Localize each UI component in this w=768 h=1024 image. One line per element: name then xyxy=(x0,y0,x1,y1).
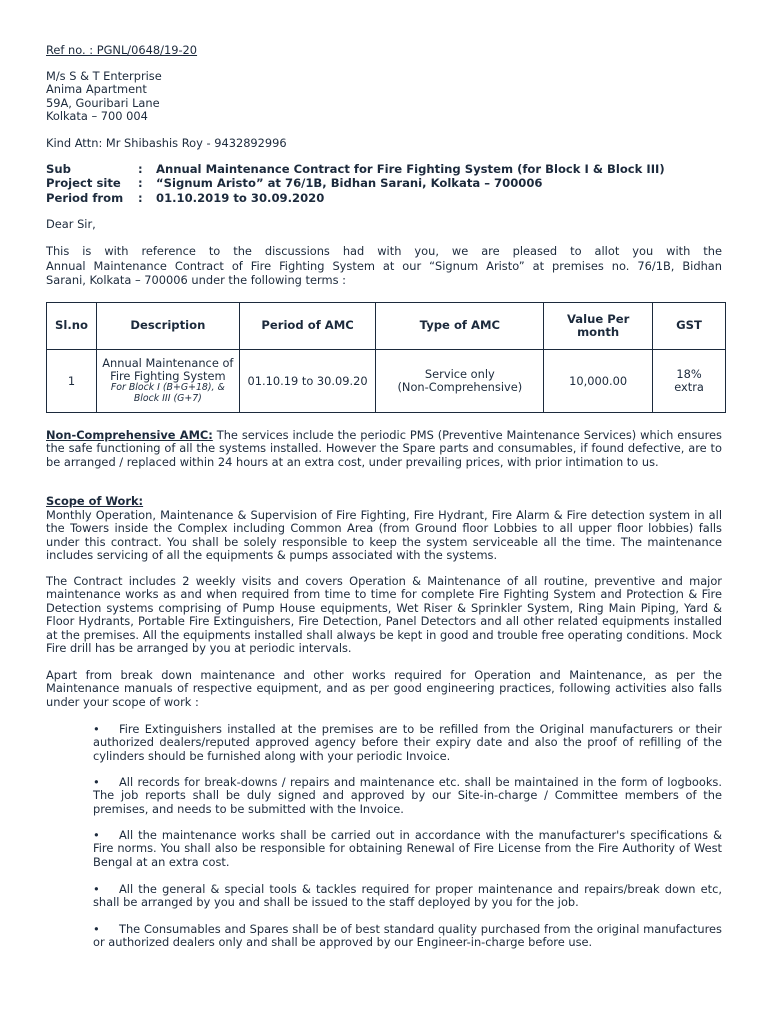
scope-paragraph-3: Apart from break down maintenance and other works required for Operation and Maintenance, as per the Maintenance manuals of respective equipment, and as per good engineering practices, following activities also falls under your scope of work : xyxy=(46,668,722,709)
scope-paragraph-2: The Contract includes 2 weekly visits and covers Operation & Maintenance of all routine, preventive and major maintenance works as and when required from time to time for complete Fire Fighting System and Protection & Fire Detection systems comprising of Pump House equipments, Wet Riser & Sprinkler System, Ring Main Piping, Yard & Floor Hydrants, Portable Fire Extinguishers, Fire Detection, Panel Detectors and all other related equipments installed at the premises. All the equipments installed shall always be kept in good and trouble free operating conditions. Mock Fire drill has be arranged by you at periodic intervals. xyxy=(46,574,722,656)
cell-gst xyxy=(653,350,726,413)
cell-value: 10,000.00 xyxy=(544,350,653,413)
bullet-text: The Consumables and Spares shall be of best standard quality purchased from the original manufactures or authorized dealers only and shall be approved by our Engineer-in-charge before use. xyxy=(93,922,722,950)
description-main: Annual Maintenance of Fire Fighting System xyxy=(102,356,234,384)
subject-value: Annual Maintenance Contract for Fire Fighting System (for Block I & Block III) xyxy=(156,162,665,176)
period-row xyxy=(46,191,722,205)
table-header-row xyxy=(47,303,726,350)
header-period: Period of AMC xyxy=(239,303,376,350)
header-value: Value Per month xyxy=(544,303,653,350)
list-item xyxy=(93,923,722,950)
address-line: M/s S & T Enterprise xyxy=(46,69,162,83)
bullet-text: Fire Extinguishers installed at the premises are to be refilled from the Original manufacturers or their authorized dealers/reputed approved agency before their expiry date and also the proof of refilling of the cylinders should be furnished along with your periodic Invoice. xyxy=(93,722,722,763)
list-item xyxy=(93,776,722,816)
project-site-key: Project site xyxy=(46,176,121,191)
intro-line: This is with reference to the discussions had with you, we are pleased to allot you with the xyxy=(46,244,722,258)
cell-description xyxy=(96,350,239,413)
intro-paragraph xyxy=(46,244,722,288)
scope-heading: Scope of Work: xyxy=(46,494,144,508)
description-blocks: For Block I (B+G+18), & Block III (G+7) xyxy=(110,382,225,404)
cell-type xyxy=(376,350,544,413)
cell-slno: 1 xyxy=(47,350,97,413)
noncomp-text: The services include the periodic PMS (Preventive Maintenance Services) which ensures the safe functioning of all the systems installed. However the Spare parts and consumables, if found defective, are to be arranged / replaced within 24 hours at an extra cost, under prevailing prices, with prior intimation to us. xyxy=(46,428,722,469)
scope-paragraph-1: Monthly Operation, Maintenance & Supervision of Fire Fighting, Fire Hydrant, Fire Alarm & Fire detection system in all the Towers inside the Complex including Common Area (from Ground floor Lobbies to all upper floor lobbies) falls under this contract. You shall be solely responsible to keep the system serviceable all the time. The maintenance includes servicing of all the equipments & pumps associated with the systems. xyxy=(46,508,722,563)
recipient-address xyxy=(46,70,722,124)
address-line: Kolkata – 700 004 xyxy=(46,109,148,124)
project-site-colon: : xyxy=(138,176,143,191)
noncomp-heading: Non-Comprehensive AMC: xyxy=(46,428,213,442)
list-item xyxy=(93,883,722,910)
bullet-text: All the maintenance works shall be carried out in accordance with the manufacturer's specifications & Fire norms. You shall also be responsible for obtaining Renewal of Fire License from the Fire Authority of West Bengal at an extra cost. xyxy=(93,828,722,869)
attention-line: Kind Attn: Mr Shibashis Roy - 9432892996 xyxy=(46,136,287,150)
header-type: Type of AMC xyxy=(376,303,544,350)
type-line: (Non-Comprehensive) xyxy=(397,380,523,394)
address-line: Anima Apartment xyxy=(46,82,147,97)
cell-period: 01.10.19 to 30.09.20 xyxy=(239,350,376,413)
list-item xyxy=(93,829,722,869)
gst-line: 18% xyxy=(676,367,702,381)
subject-colon: : xyxy=(138,162,143,176)
table-row xyxy=(47,350,726,413)
bullet: • xyxy=(93,775,100,789)
bullet: • xyxy=(93,722,100,736)
subject-row xyxy=(46,162,722,176)
header-slno: Sl.no xyxy=(47,303,97,350)
bullet-text: All the general & special tools & tackles required for proper maintenance and repairs/break down etc, shall be arranged by you and shall be issued to the staff deployed by you for the job. xyxy=(93,882,722,910)
header-gst: GST xyxy=(653,303,726,350)
list-item xyxy=(93,723,722,763)
intro-line: Sarani, Kolkata – 700006 under the following terms : xyxy=(46,273,346,287)
project-site-value: “Signum Aristo” at 76/1B, Bidhan Sarani, Kolkata – 700006 xyxy=(156,176,543,191)
bullet: • xyxy=(93,828,100,842)
amc-table xyxy=(46,302,726,413)
project-site-row xyxy=(46,176,722,190)
gst-line: extra xyxy=(674,380,704,394)
bullet: • xyxy=(93,882,100,896)
header-description: Description xyxy=(96,303,239,350)
bullet-text: All records for break-downs / repairs and maintenance etc. shall be maintained in the form of logbooks. The job reports shall be duly signed and approved by our Site-in-charge / Committee members of the premises, and needs to be submitted with the Invoice. xyxy=(93,775,722,816)
subject-block xyxy=(46,162,722,205)
type-line: Service only xyxy=(424,367,495,381)
subject-key: Sub xyxy=(46,162,71,176)
salutation: Dear Sir, xyxy=(46,217,96,231)
period-value: 01.10.2019 to 30.09.2020 xyxy=(156,190,325,205)
period-key: Period from xyxy=(46,190,124,205)
address-line: 59A, Gouribari Lane xyxy=(46,95,160,110)
period-colon: : xyxy=(138,190,143,205)
intro-line: Annual Maintenance Contract of Fire Fighting System at our “Signum Aristo” at premises no. 76/1B, Bidhan xyxy=(46,258,722,273)
bullet: • xyxy=(93,922,100,936)
reference-number: Ref no. : PGNL/0648/19-20 xyxy=(46,43,198,57)
noncomp-paragraph xyxy=(46,429,722,469)
